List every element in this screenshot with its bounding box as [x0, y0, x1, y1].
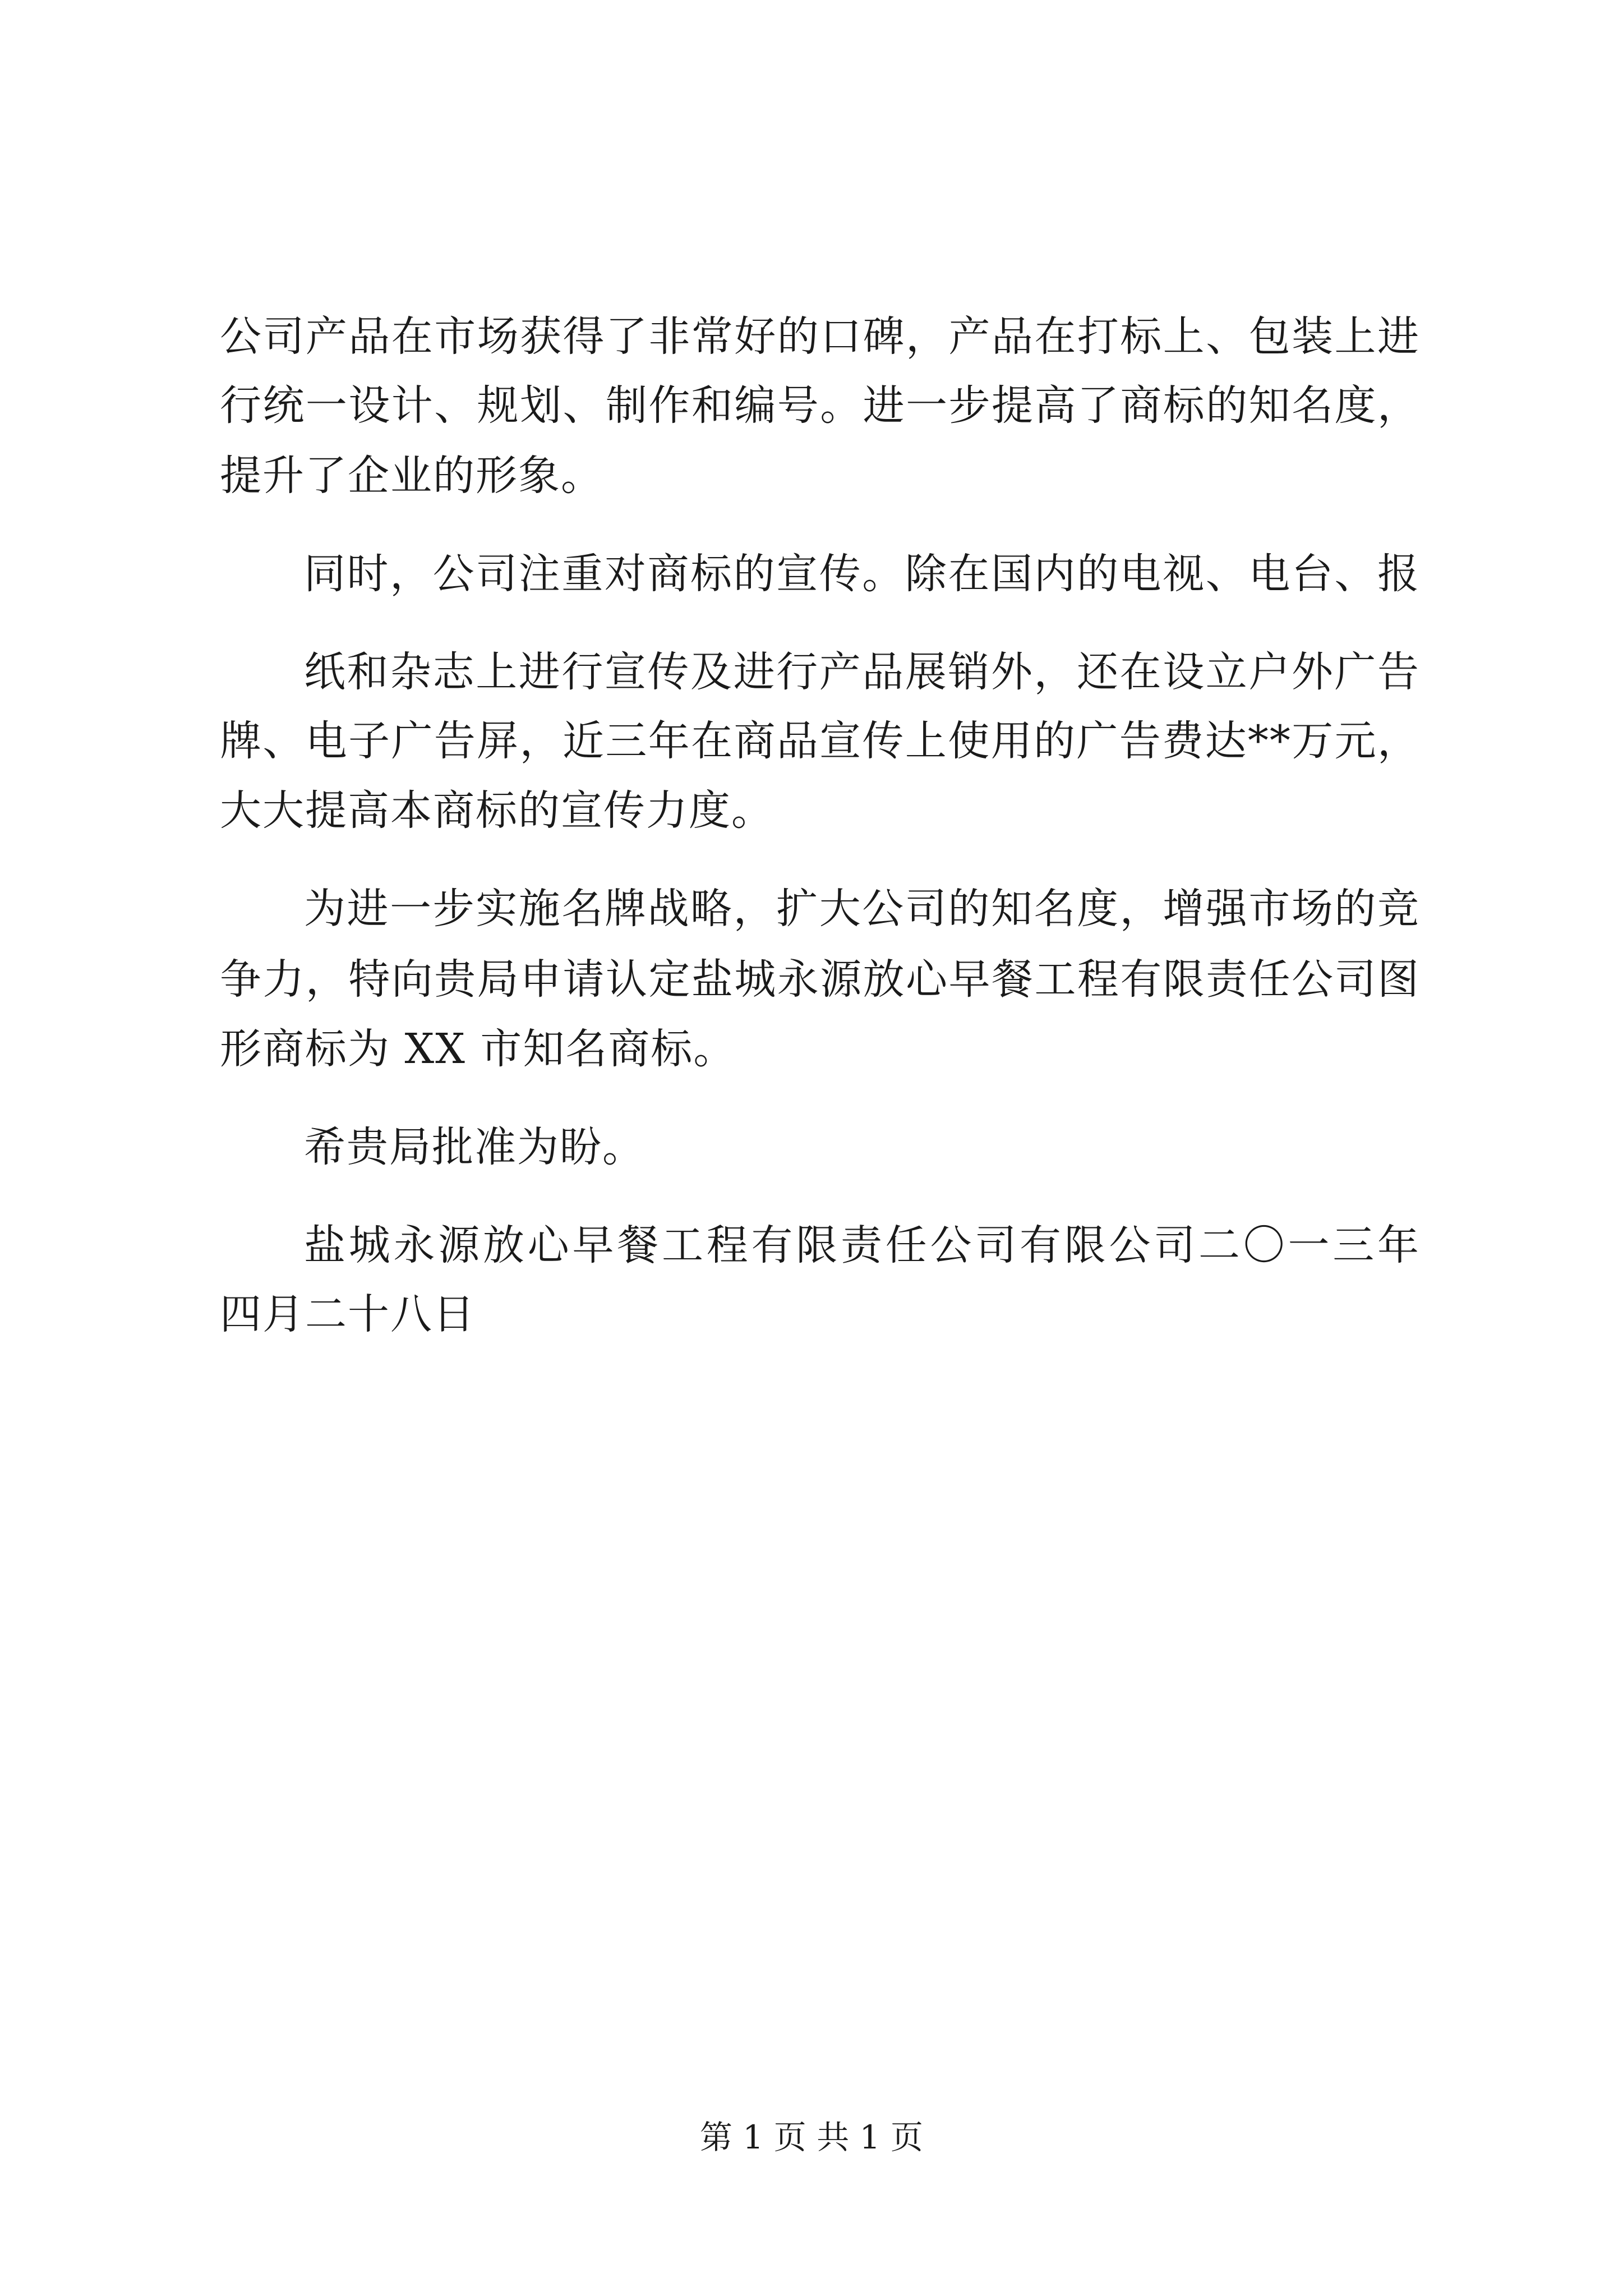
paragraph-2-line-2: 纸和杂志上进行宣传及进行产品展销外，还在设立户外广告: [304, 648, 1420, 696]
paragraph-2-line-3: 牌、电子广告屏，近三年在商品宣传上使用的广告费达**万元，: [220, 717, 1420, 765]
paragraph-4-line-1: 希贵局批准为盼。: [304, 1123, 645, 1171]
paragraph-2-line-1: 同时，公司注重对商标的宣传。除在国内的电视、电台、报: [304, 550, 1420, 598]
signature-organization-line: 盐城永源放心早餐工程有限责任公司有限公司二〇一三年: [304, 1221, 1420, 1269]
paragraph-1-line-3: 提升了企业的形象。: [220, 452, 603, 500]
page-number-footer: 第 1 页 共 1 页: [700, 2118, 923, 2156]
paragraph-3-line-2: 争力，特向贵局申请认定盐城永源放心早餐工程有限责任公司图: [220, 955, 1420, 1004]
paragraph-3-line-1: 为进一步实施名牌战略，扩大公司的知名度，增强市场的竞: [304, 885, 1420, 933]
signature-date-line: 四月二十八日: [220, 1290, 476, 1338]
paragraph-2-line-4: 大大提高本商标的宣传力度。: [220, 786, 774, 835]
paragraph-1-line-2: 行统一设计、规划、制作和编号。进一步提高了商标的知名度，: [220, 381, 1420, 430]
paragraph-1-line-1: 公司产品在市场获得了非常好的口碑，产品在打标上、包装上进: [220, 312, 1420, 361]
paragraph-3-line-3: 形商标为 XX 市知名商标。: [220, 1025, 736, 1073]
